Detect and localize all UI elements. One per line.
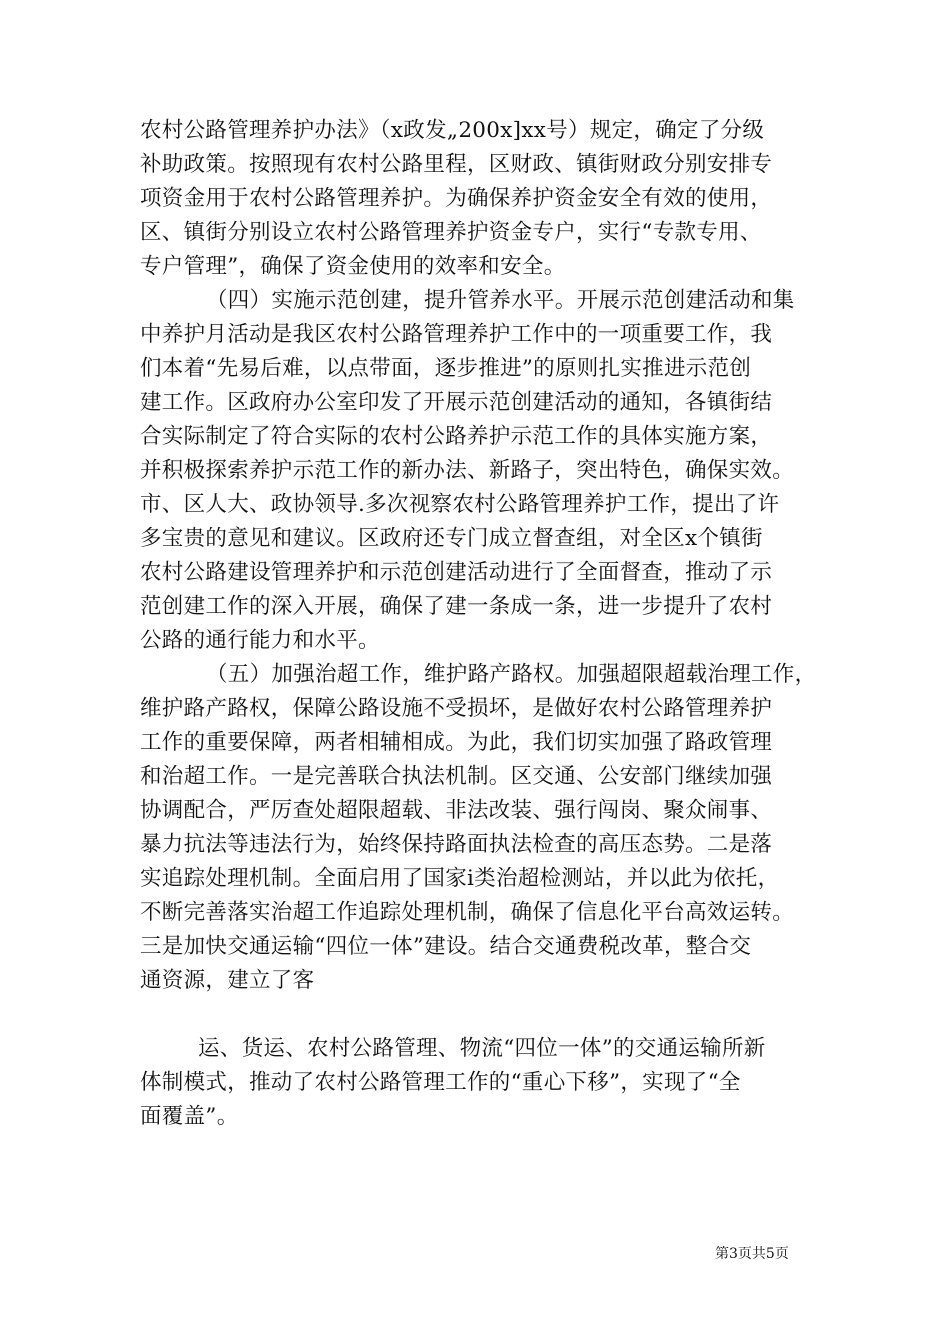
text-line: 建工作。区政府办公室印发了开展示范创建活动的通知，各镇街结 [140,390,773,415]
page-number: 第3页共5页 [715,1246,789,1262]
section-heading-line: （四）实施示范创建，提升管养水平。开展示范创建活动和集 [206,288,795,313]
text-line: 不断完善落实治超工作追踪处理机制，确保了信息化平台高效运转。 [140,900,795,925]
text-line: 农村公路建设管理养护和示范创建活动进行了全面督查，推动了示 [140,560,773,585]
text-line: 并积极探索养护示范工作的新办法、新路子，突出特色，确保实效。 [140,458,795,483]
page-number-footer [715,1245,789,1263]
text-line: 专户管理”，确保了资金使用的效率和安全。 [140,254,566,279]
text-line: 中养护月活动是我区农村公路管理养护工作中的一项重要工作，我 [140,322,773,347]
text-line: 面覆盖”。 [140,1104,239,1129]
text-line: 补助政策。按照现有农村公路里程，区财政、镇街财政分别安排专 [140,152,773,177]
section-heading-line: （五）加强治超工作，维护路产路权。加强超限超载治理工作， [206,662,817,687]
text-line: 合实际制定了符合实际的农村公路养护示范工作的具体实施方案， [140,424,773,449]
text-line: 协调配合，严厉查处超限超载、非法改装、强行闯岗、聚众闹事、 [140,798,773,823]
text-line: 范创建工作的深入开展，确保了建一条成一条，进一步提升了农村 [140,594,773,619]
text-line: 市、区人大、政协领导.多次视察农村公路管理养护工作，提出了许 [140,492,780,517]
text-line: 三是加快交通运输“四位一体”建设。结合交通费税改革，整合交 [140,934,752,959]
text-line: 农村公路管理养护办法》（x政发„200x]xx号）规定，确定了分级 [140,118,765,143]
text-line: 实追踪处理机制。全面启用了国家i类治超检测站，并以此为依托， [140,866,780,891]
text-line: 体制模式，推动了农村公路管理工作的“重心下移”，实现了“全 [140,1070,741,1095]
text-line: 项资金用于农村公路管理养护。为确保养护资金安全有效的使用， [140,186,773,211]
paragraph-gap [140,998,830,1032]
text-line: 维护路产路权，保障公路设施不受损坏，是做好农村公路管理养护 [140,696,773,721]
text-line: 多宝贵的意见和建议。区政府还专门成立督查组，对全区x个镇街 [140,526,763,551]
text-line: 通资源，建立了客 [140,968,315,993]
text-line: 暴力抗法等违法行为，始终保持路面执法检查的高压态势。二是落 [140,832,773,857]
text-line: 和治超工作。一是完善联合执法机制。区交通、公安部门继续加强 [140,764,773,789]
document-body [140,114,830,1134]
text-line: 区、镇街分别设立农村公路管理养护资金专户，实行“专款专用、 [140,220,762,245]
text-line: 工作的重要保障，两者相辅相成。为此，我们切实加强了路政管理 [140,730,773,755]
text-line: 运、货运、农村公路管理、物流“四位一体”的交通运输所新 [198,1036,766,1061]
text-line: 们本着“先易后难，以点带面，逐步推进”的原则扎实推进示范创 [140,356,752,381]
text-line: 公路的通行能力和水平。 [140,628,380,653]
